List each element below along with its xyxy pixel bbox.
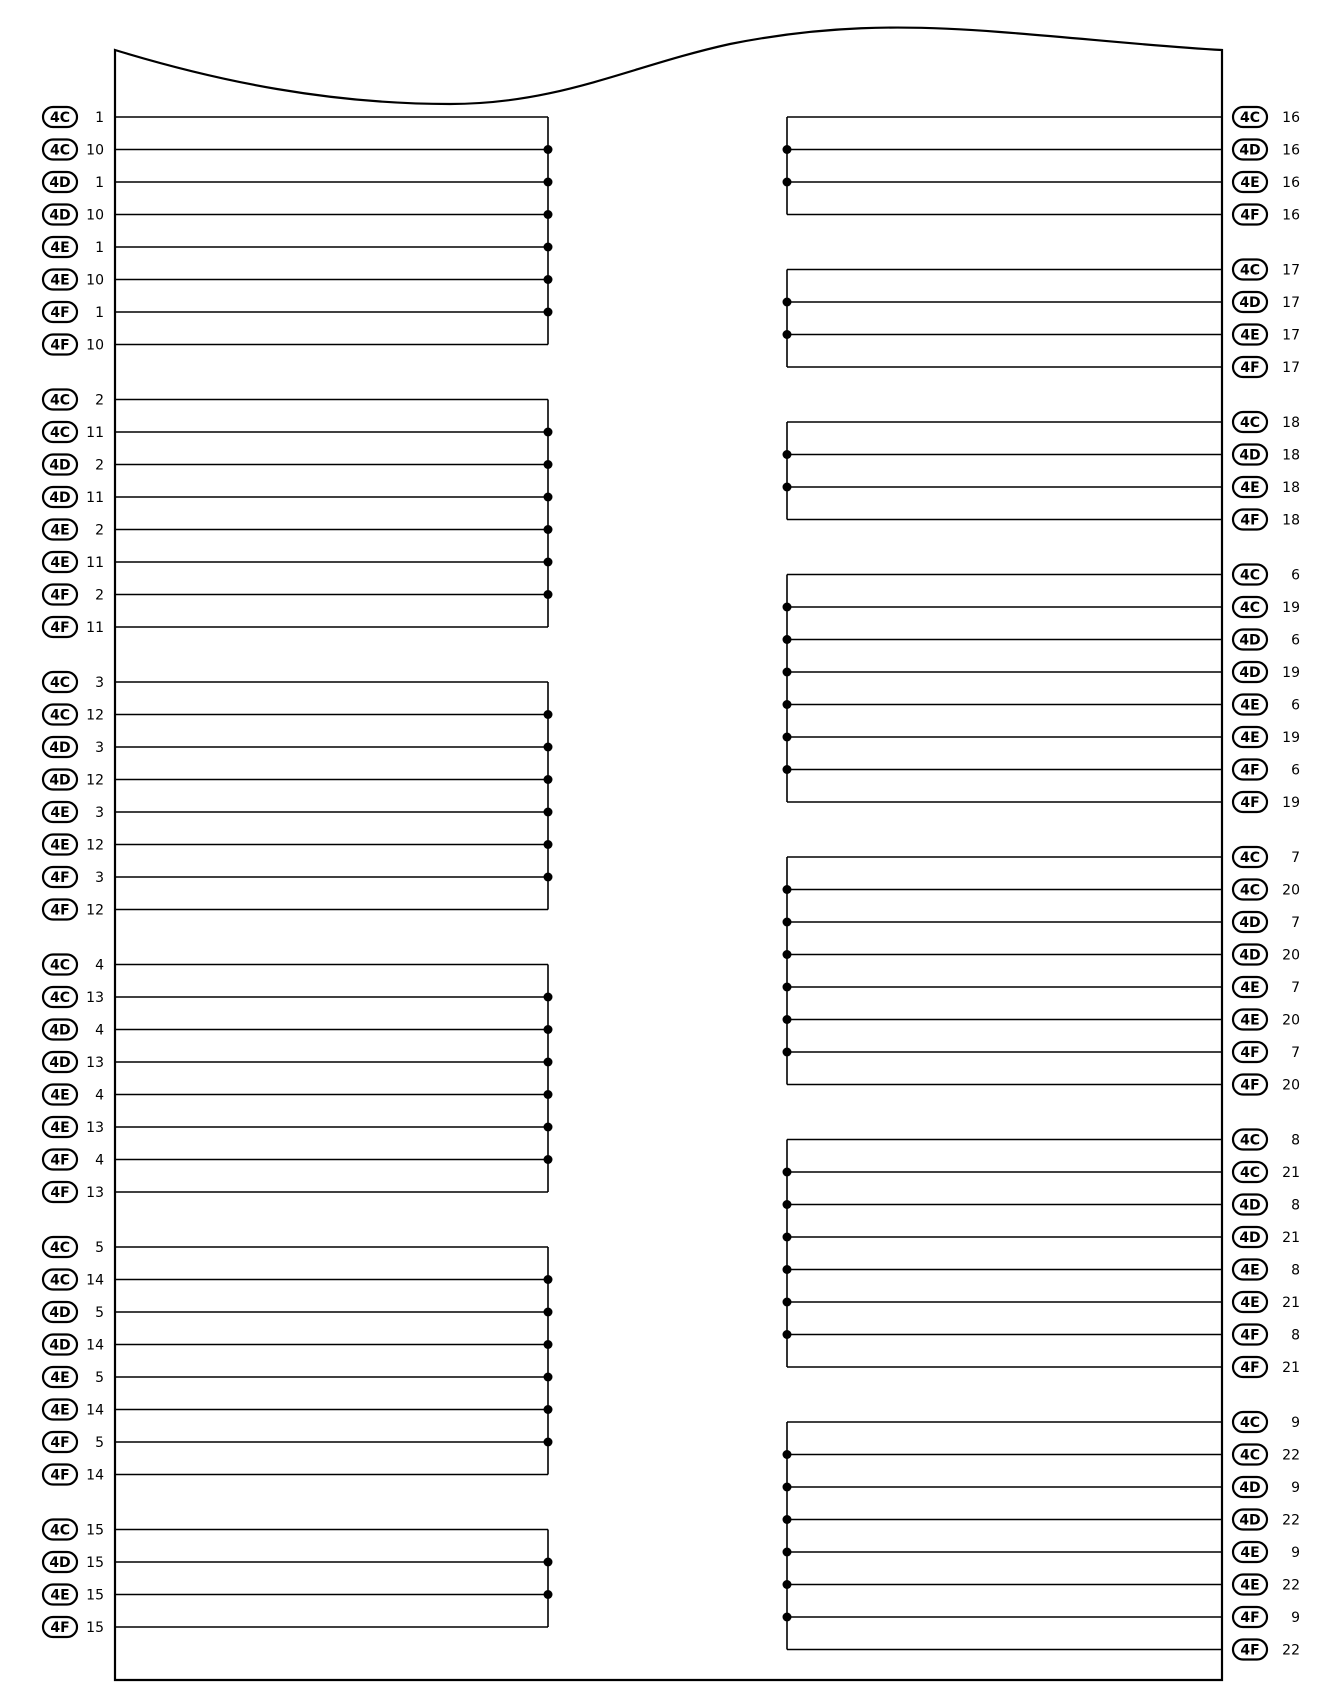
pin-number: 14 bbox=[86, 1467, 104, 1484]
connector-id: 4D bbox=[1239, 947, 1261, 964]
pin-number: 3 bbox=[95, 870, 104, 886]
connector-id: 4E bbox=[50, 1587, 70, 1604]
pin-number: 12 bbox=[86, 772, 104, 789]
connector-id: 4C bbox=[49, 1240, 71, 1256]
pin-number: 17 bbox=[1282, 360, 1300, 376]
right-splice-group bbox=[783, 422, 1223, 520]
pin-number: 15 bbox=[86, 1587, 104, 1604]
connector-label bbox=[1233, 1445, 1300, 1465]
connector-label bbox=[1233, 412, 1300, 432]
connector-id: 4E bbox=[50, 555, 70, 571]
connector-label bbox=[43, 867, 104, 887]
pin-number: 7 bbox=[1291, 915, 1300, 931]
connector-label bbox=[43, 1585, 104, 1605]
connector-id: 4F bbox=[50, 305, 70, 321]
pin-number: 13 bbox=[86, 1055, 104, 1071]
connector-id: 4C bbox=[49, 392, 71, 409]
connector-label bbox=[43, 237, 104, 257]
connector-id: 4C bbox=[1239, 850, 1261, 866]
connector-label bbox=[43, 1400, 104, 1420]
connector-label bbox=[43, 1552, 104, 1572]
connector-label bbox=[1233, 662, 1300, 682]
pin-number: 20 bbox=[1282, 1077, 1300, 1094]
connector-id: 4D bbox=[1239, 1480, 1261, 1496]
pin-number: 4 bbox=[95, 1022, 104, 1039]
pin-number: 17 bbox=[1282, 295, 1300, 311]
connector-id: 4C bbox=[49, 675, 71, 691]
pin-number: 8 bbox=[1291, 1132, 1300, 1149]
pin-number: 2 bbox=[95, 392, 104, 409]
connector-id: 4D bbox=[49, 175, 71, 191]
connector-id: 4E bbox=[1240, 480, 1260, 496]
connector-id: 4E bbox=[1240, 1545, 1260, 1561]
pin-number: 21 bbox=[1282, 1360, 1300, 1376]
connector-id: 4C bbox=[1239, 110, 1261, 126]
connector-label bbox=[43, 487, 104, 507]
connector-id: 4D bbox=[49, 1055, 71, 1071]
pin-number: 15 bbox=[86, 1522, 104, 1539]
pin-number: 9 bbox=[1291, 1610, 1300, 1626]
connector-id: 4C bbox=[1239, 600, 1261, 616]
right-splice-group bbox=[783, 575, 1223, 803]
pin-number: 11 bbox=[86, 425, 104, 441]
pin-number: 6 bbox=[1291, 762, 1300, 779]
pin-number: 19 bbox=[1282, 600, 1300, 616]
connector-label bbox=[43, 672, 104, 692]
pin-number: 20 bbox=[1282, 1012, 1300, 1029]
pin-number: 21 bbox=[1282, 1165, 1300, 1181]
connector-id: 4C bbox=[1239, 567, 1261, 584]
pin-number: 8 bbox=[1291, 1197, 1300, 1214]
connector-label bbox=[43, 1020, 104, 1040]
connector-id: 4F bbox=[1240, 1360, 1260, 1376]
pin-number: 11 bbox=[86, 555, 104, 571]
connector-label bbox=[1233, 1412, 1300, 1432]
connector-label bbox=[43, 302, 104, 322]
connector-id: 4F bbox=[1240, 1327, 1260, 1344]
pin-number: 1 bbox=[95, 110, 104, 126]
connector-label bbox=[43, 1367, 104, 1387]
connector-labels-layer bbox=[43, 107, 1300, 1660]
connector-label bbox=[43, 835, 104, 855]
pin-number: 2 bbox=[95, 457, 104, 474]
pin-number: 21 bbox=[1282, 1230, 1300, 1246]
connector-id: 4C bbox=[1239, 1447, 1261, 1464]
pin-number: 14 bbox=[86, 1272, 104, 1289]
pin-number: 1 bbox=[95, 175, 104, 191]
pin-number: 9 bbox=[1291, 1480, 1300, 1496]
connector-id: 4E bbox=[50, 1120, 70, 1136]
connector-id: 4D bbox=[1239, 1512, 1261, 1529]
connector-label bbox=[1233, 1260, 1300, 1280]
connector-label bbox=[43, 1237, 104, 1257]
connector-id: 4C bbox=[49, 110, 71, 126]
connector-label bbox=[43, 1052, 104, 1072]
right-splice-group bbox=[783, 1422, 1223, 1650]
connector-id: 4E bbox=[50, 272, 70, 289]
connector-label bbox=[1233, 445, 1300, 465]
connector-id: 4F bbox=[1240, 207, 1260, 224]
connector-id: 4C bbox=[49, 990, 71, 1006]
pin-number: 12 bbox=[86, 707, 104, 724]
connector-id: 4F bbox=[1240, 1642, 1260, 1659]
pin-number: 10 bbox=[86, 207, 104, 224]
pin-number: 12 bbox=[86, 837, 104, 854]
connector-label bbox=[1233, 945, 1300, 965]
connector-label bbox=[1233, 912, 1300, 932]
connector-id: 4C bbox=[49, 1272, 71, 1289]
connector-label bbox=[43, 1617, 104, 1637]
pin-number: 11 bbox=[86, 490, 104, 506]
connector-id: 4F bbox=[1240, 1610, 1260, 1626]
pin-number: 4 bbox=[95, 1152, 104, 1169]
pin-number: 17 bbox=[1282, 262, 1300, 279]
pin-number: 20 bbox=[1282, 947, 1300, 964]
pin-number: 5 bbox=[95, 1305, 104, 1321]
connector-id: 4D bbox=[49, 772, 71, 789]
pin-number: 5 bbox=[95, 1435, 104, 1451]
connector-id: 4D bbox=[1239, 632, 1261, 649]
connector-id: 4C bbox=[1239, 882, 1261, 899]
connector-id: 4E bbox=[50, 240, 70, 256]
connector-label bbox=[1233, 477, 1300, 497]
connector-label bbox=[43, 900, 104, 920]
connector-id: 4E bbox=[50, 522, 70, 539]
connector-id: 4E bbox=[50, 837, 70, 854]
connector-id: 4F bbox=[1240, 1045, 1260, 1061]
connector-id: 4D bbox=[49, 490, 71, 506]
pin-number: 19 bbox=[1282, 730, 1300, 746]
connector-id: 4E bbox=[50, 1402, 70, 1419]
pin-number: 22 bbox=[1282, 1447, 1300, 1464]
connector-id: 4F bbox=[1240, 762, 1260, 779]
right-splice-group bbox=[783, 857, 1223, 1085]
connector-label bbox=[43, 140, 104, 160]
connector-label bbox=[1233, 880, 1300, 900]
left-splice-group bbox=[115, 400, 553, 628]
connector-id: 4D bbox=[49, 1555, 71, 1571]
pin-number: 13 bbox=[86, 990, 104, 1006]
connector-label bbox=[1233, 325, 1300, 345]
wires-layer bbox=[115, 117, 1222, 1650]
pin-number: 19 bbox=[1282, 665, 1300, 681]
connector-id: 4F bbox=[1240, 360, 1260, 376]
connector-label bbox=[1233, 1575, 1300, 1595]
connector-id: 4F bbox=[50, 620, 70, 636]
connector-label bbox=[1233, 727, 1300, 747]
pin-number: 11 bbox=[86, 620, 104, 636]
pin-number: 6 bbox=[1291, 567, 1300, 584]
pin-number: 18 bbox=[1282, 512, 1300, 529]
pin-number: 3 bbox=[95, 740, 104, 756]
pin-number: 16 bbox=[1282, 142, 1300, 159]
pin-number: 7 bbox=[1291, 850, 1300, 866]
pin-number: 14 bbox=[86, 1337, 104, 1354]
connector-label bbox=[1233, 695, 1300, 715]
pin-number: 2 bbox=[95, 522, 104, 539]
connector-id: 4F bbox=[50, 1620, 70, 1636]
connector-label bbox=[1233, 1227, 1300, 1247]
pin-number: 8 bbox=[1291, 1262, 1300, 1279]
connector-label bbox=[43, 585, 104, 605]
pin-number: 9 bbox=[1291, 1545, 1300, 1561]
connector-id: 4E bbox=[1240, 980, 1260, 996]
connector-label bbox=[43, 1335, 104, 1355]
pin-number: 18 bbox=[1282, 480, 1300, 496]
connector-label bbox=[1233, 1640, 1300, 1660]
pin-number: 10 bbox=[86, 337, 104, 354]
pin-number: 18 bbox=[1282, 415, 1300, 431]
connector-id: 4D bbox=[49, 1305, 71, 1321]
connector-id: 4D bbox=[1239, 1230, 1261, 1246]
pin-number: 7 bbox=[1291, 980, 1300, 996]
pin-number: 15 bbox=[86, 1620, 104, 1636]
connector-label bbox=[1233, 510, 1300, 530]
right-splice-group bbox=[783, 1140, 1223, 1368]
connector-label bbox=[43, 335, 104, 355]
connector-id: 4D bbox=[1239, 142, 1261, 159]
connector-id: 4E bbox=[1240, 1262, 1260, 1279]
connector-label bbox=[43, 1465, 104, 1485]
pin-number: 9 bbox=[1291, 1415, 1300, 1431]
connector-label bbox=[1233, 1292, 1300, 1312]
pin-number: 22 bbox=[1282, 1642, 1300, 1659]
connector-id: 4D bbox=[49, 740, 71, 756]
connector-label bbox=[43, 520, 104, 540]
connector-id: 4C bbox=[1239, 415, 1261, 431]
left-splice-group bbox=[115, 117, 553, 345]
connector-id: 4E bbox=[1240, 1012, 1260, 1029]
connector-id: 4C bbox=[1239, 1132, 1261, 1149]
connector-id: 4E bbox=[1240, 697, 1260, 714]
connector-id: 4D bbox=[1239, 915, 1261, 931]
pin-number: 5 bbox=[95, 1240, 104, 1256]
connector-label bbox=[43, 422, 104, 442]
pin-number: 15 bbox=[86, 1555, 104, 1571]
connector-id: 4F bbox=[1240, 795, 1260, 811]
connector-label bbox=[43, 1150, 104, 1170]
connector-id: 4F bbox=[50, 337, 70, 354]
pin-number: 4 bbox=[95, 1087, 104, 1104]
connector-label bbox=[43, 955, 104, 975]
pin-number: 18 bbox=[1282, 447, 1300, 464]
connector-label bbox=[43, 390, 104, 410]
right-splice-group bbox=[783, 270, 1223, 368]
pin-number: 13 bbox=[86, 1120, 104, 1136]
pin-number: 6 bbox=[1291, 697, 1300, 714]
connector-label bbox=[1233, 260, 1300, 280]
pin-number: 13 bbox=[86, 1185, 104, 1201]
connector-id: 4E bbox=[1240, 730, 1260, 746]
connector-label bbox=[1233, 1162, 1300, 1182]
connector-id: 4D bbox=[1239, 665, 1261, 681]
pin-number: 22 bbox=[1282, 1577, 1300, 1594]
connector-id: 4F bbox=[50, 1467, 70, 1484]
pin-number: 4 bbox=[95, 957, 104, 974]
connector-label bbox=[1233, 1357, 1300, 1377]
connector-label bbox=[1233, 1042, 1300, 1062]
connector-id: 4F bbox=[50, 870, 70, 886]
connector-label bbox=[43, 987, 104, 1007]
connector-id: 4D bbox=[1239, 1197, 1261, 1214]
connector-id: 4F bbox=[50, 902, 70, 919]
connector-label bbox=[1233, 107, 1300, 127]
connector-id: 4F bbox=[50, 1435, 70, 1451]
connector-id: 4E bbox=[1240, 1295, 1260, 1311]
pin-number: 3 bbox=[95, 805, 104, 821]
pin-number: 10 bbox=[86, 272, 104, 289]
connector-label bbox=[1233, 630, 1300, 650]
connector-id: 4C bbox=[1239, 262, 1261, 279]
pin-number: 14 bbox=[86, 1402, 104, 1419]
connector-id: 4E bbox=[50, 805, 70, 821]
connector-id: 4C bbox=[49, 142, 71, 159]
connector-label bbox=[1233, 1510, 1300, 1530]
connector-label bbox=[1233, 847, 1300, 867]
connector-label bbox=[1233, 792, 1300, 812]
connector-label bbox=[1233, 1325, 1300, 1345]
pin-number: 17 bbox=[1282, 327, 1300, 344]
connector-label bbox=[1233, 1075, 1300, 1095]
connector-id: 4C bbox=[49, 957, 71, 974]
connector-label bbox=[43, 705, 104, 725]
pin-number: 22 bbox=[1282, 1512, 1300, 1529]
connector-label bbox=[1233, 760, 1300, 780]
connector-id: 4D bbox=[1239, 447, 1261, 464]
connector-label bbox=[1233, 1130, 1300, 1150]
connector-label bbox=[1233, 1477, 1300, 1497]
right-splice-group bbox=[783, 117, 1223, 215]
connector-id: 4F bbox=[50, 587, 70, 604]
pin-number: 1 bbox=[95, 240, 104, 256]
connector-label bbox=[43, 270, 104, 290]
left-splice-group bbox=[115, 1530, 553, 1628]
connector-label bbox=[1233, 292, 1300, 312]
connector-id: 4E bbox=[50, 1370, 70, 1386]
pin-number: 16 bbox=[1282, 110, 1300, 126]
connector-label bbox=[1233, 977, 1300, 997]
connector-label bbox=[43, 1117, 104, 1137]
connector-label bbox=[43, 455, 104, 475]
connector-id: 4C bbox=[49, 707, 71, 724]
pin-number: 2 bbox=[95, 587, 104, 604]
pin-number: 16 bbox=[1282, 207, 1300, 224]
connector-id: 4D bbox=[1239, 295, 1261, 311]
pin-number: 8 bbox=[1291, 1327, 1300, 1344]
connector-label bbox=[43, 1520, 104, 1540]
connector-label bbox=[43, 617, 104, 637]
connector-id: 4F bbox=[1240, 1077, 1260, 1094]
connector-id: 4F bbox=[50, 1152, 70, 1169]
connector-label bbox=[43, 1302, 104, 1322]
connector-label bbox=[1233, 1542, 1300, 1562]
connector-id: 4E bbox=[1240, 175, 1260, 191]
pin-number: 7 bbox=[1291, 1045, 1300, 1061]
connector-label bbox=[1233, 565, 1300, 585]
connector-label bbox=[43, 107, 104, 127]
connector-label bbox=[1233, 205, 1300, 225]
connector-label bbox=[1233, 172, 1300, 192]
connector-label bbox=[43, 737, 104, 757]
connector-id: 4D bbox=[49, 207, 71, 224]
connector-label bbox=[43, 172, 104, 192]
left-splice-group bbox=[115, 682, 553, 910]
connector-label bbox=[43, 1085, 104, 1105]
connector-label bbox=[43, 770, 104, 790]
connector-label bbox=[43, 552, 104, 572]
pin-number: 20 bbox=[1282, 882, 1300, 899]
connector-id: 4D bbox=[49, 457, 71, 474]
connector-id: 4C bbox=[49, 425, 71, 441]
left-splice-group bbox=[115, 1247, 553, 1475]
left-splice-group bbox=[115, 965, 553, 1193]
pin-number: 6 bbox=[1291, 632, 1300, 649]
connector-id: 4D bbox=[49, 1022, 71, 1039]
connector-id: 4D bbox=[49, 1337, 71, 1354]
connector-label bbox=[1233, 597, 1300, 617]
connector-id: 4E bbox=[1240, 327, 1260, 344]
connector-label bbox=[1233, 1195, 1300, 1215]
pin-number: 1 bbox=[95, 305, 104, 321]
connector-id: 4F bbox=[1240, 512, 1260, 529]
connector-id: 4F bbox=[50, 1185, 70, 1201]
connector-label bbox=[1233, 1607, 1300, 1627]
connector-label bbox=[1233, 1010, 1300, 1030]
pin-number: 16 bbox=[1282, 175, 1300, 191]
connector-label bbox=[43, 1270, 104, 1290]
pin-number: 12 bbox=[86, 902, 104, 919]
pin-number: 21 bbox=[1282, 1295, 1300, 1311]
pin-number: 19 bbox=[1282, 795, 1300, 811]
connector-id: 4C bbox=[49, 1522, 71, 1539]
connector-label bbox=[1233, 357, 1300, 377]
connector-label bbox=[43, 802, 104, 822]
connector-label bbox=[43, 1182, 104, 1202]
connector-id: 4C bbox=[1239, 1165, 1261, 1181]
pin-number: 3 bbox=[95, 675, 104, 691]
connector-id: 4E bbox=[1240, 1577, 1260, 1594]
pin-number: 5 bbox=[95, 1370, 104, 1386]
connector-label bbox=[43, 205, 104, 225]
connector-label bbox=[1233, 140, 1300, 160]
diagram-frame bbox=[115, 28, 1222, 1680]
connector-id: 4E bbox=[50, 1087, 70, 1104]
connector-id: 4C bbox=[1239, 1415, 1261, 1431]
connector-label bbox=[43, 1432, 104, 1452]
pin-number: 10 bbox=[86, 142, 104, 159]
